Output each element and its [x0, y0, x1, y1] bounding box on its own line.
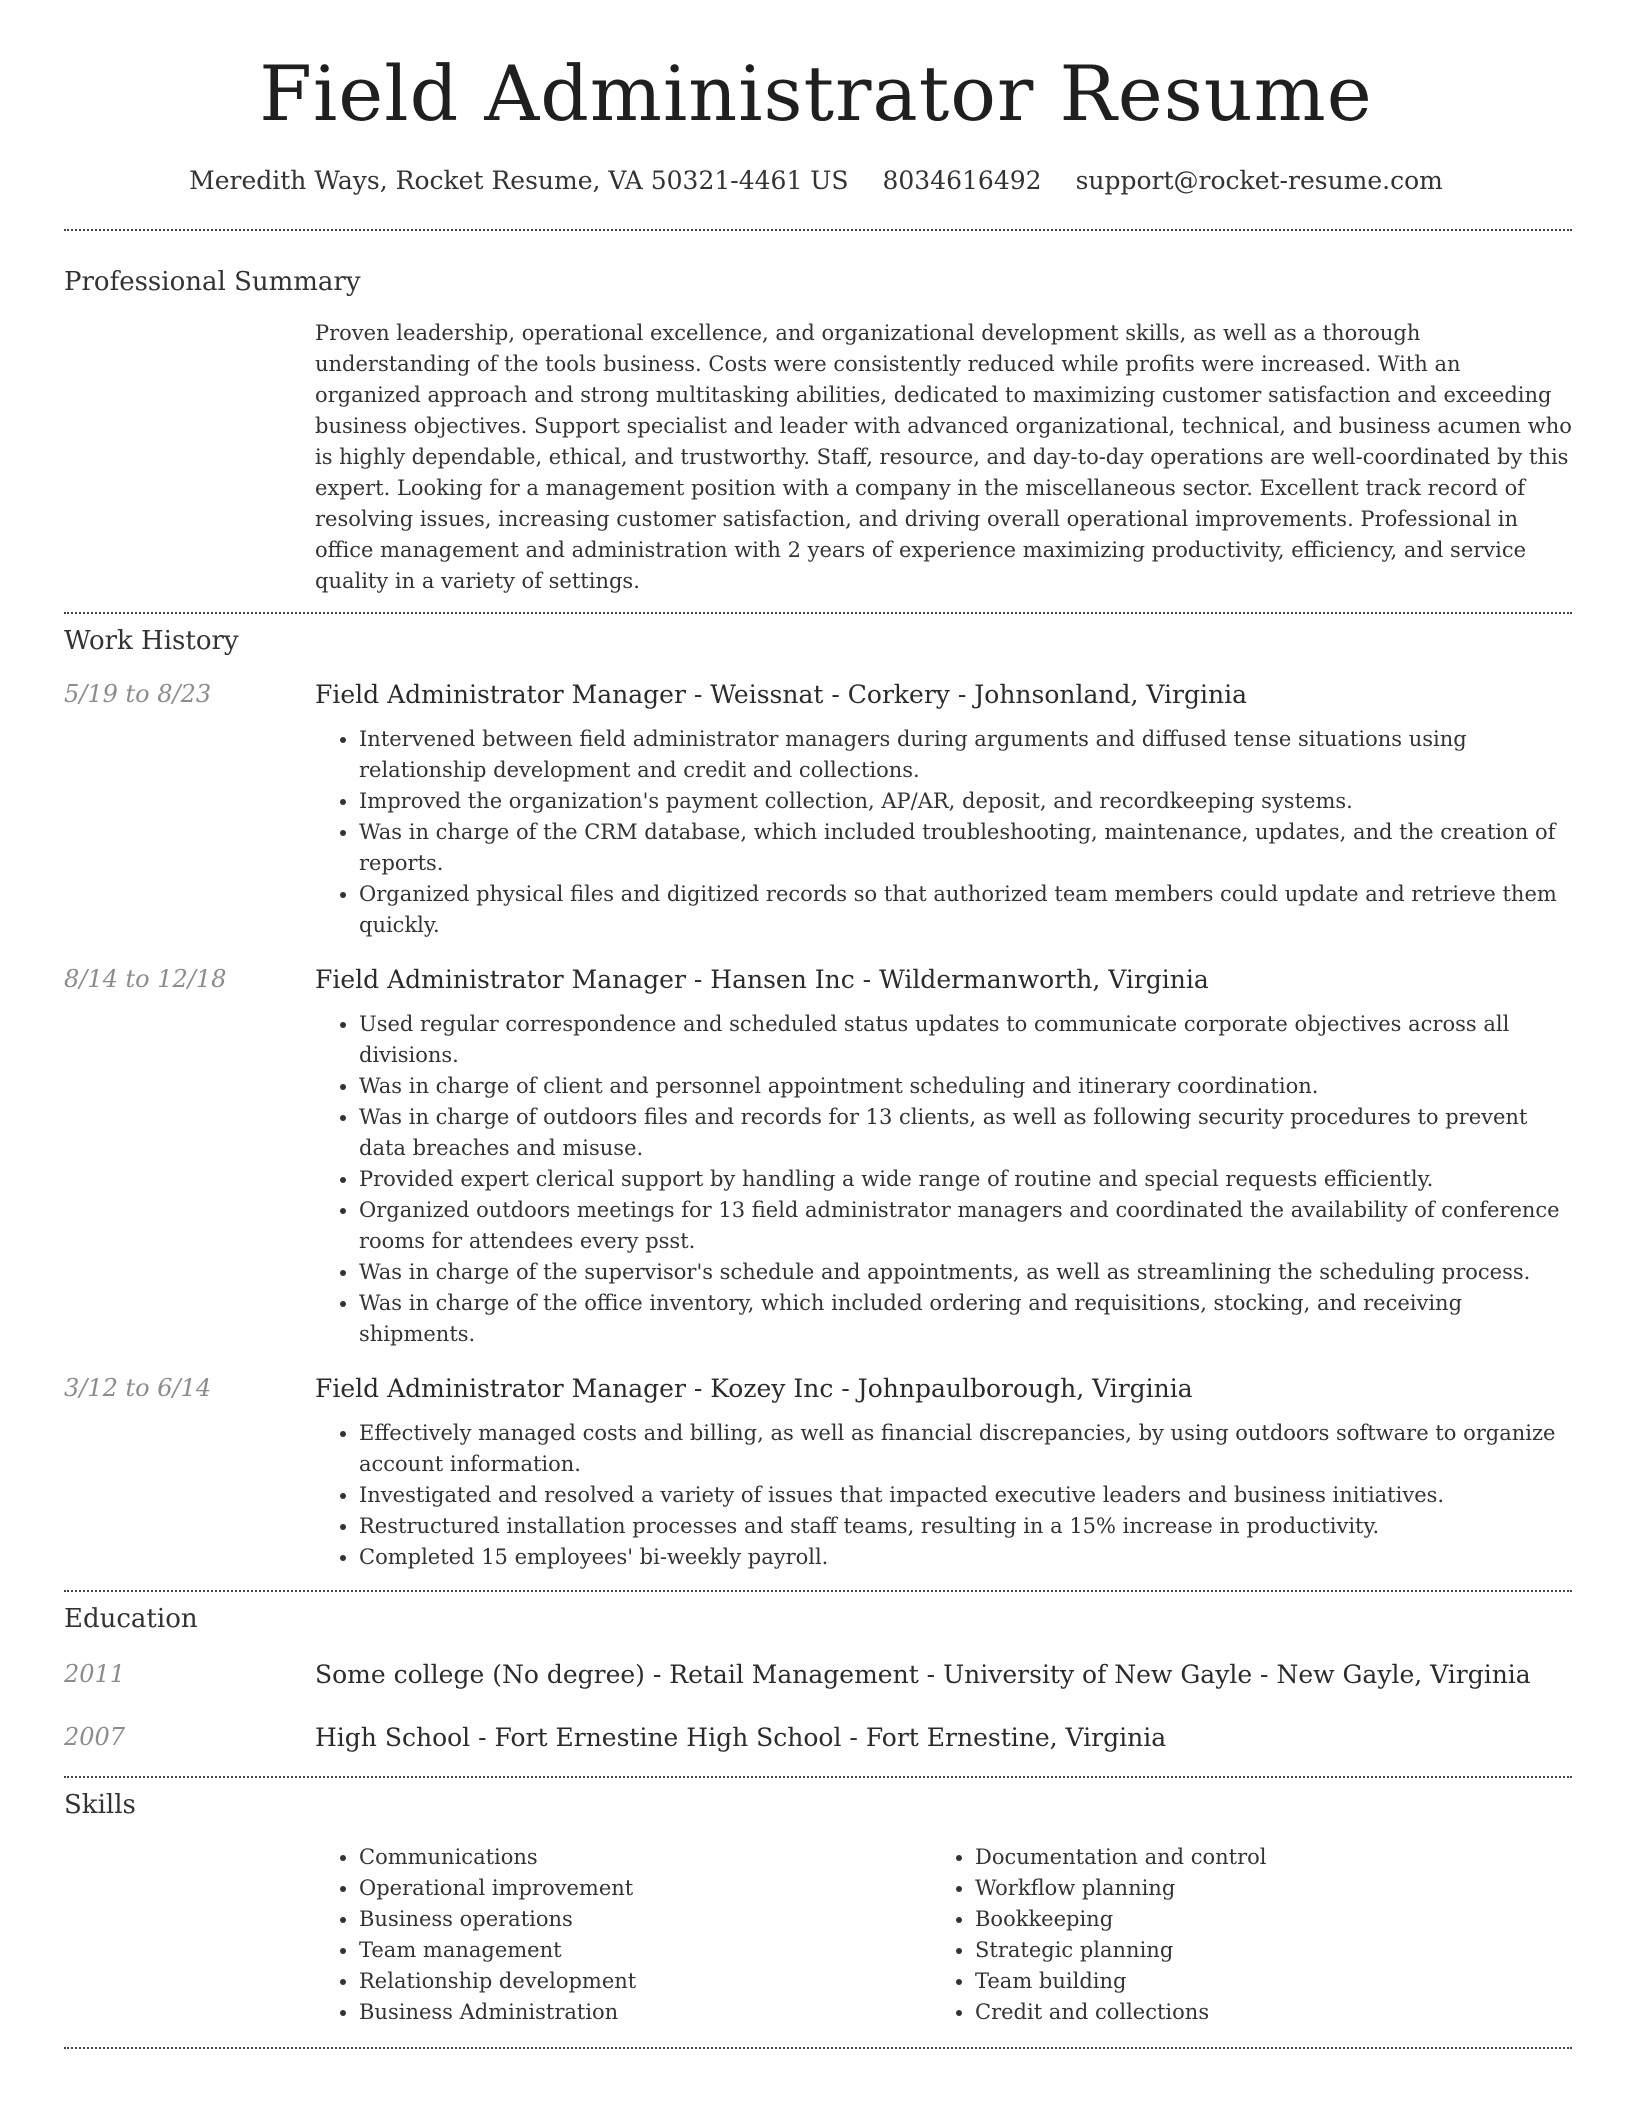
skill-item: • Team building [975, 1966, 1431, 1997]
job-entry [64, 1374, 1572, 1573]
skills-list-right [931, 1842, 1431, 2028]
job-bullets [315, 724, 1572, 941]
education-text: Some college (No degree) - Retail Management - University of New Gayle - New Gayle, Virginia [315, 1659, 1531, 1689]
skill-item: • Relationship development [359, 1966, 931, 1997]
job-bullet: • Completed 15 employees' bi-weekly payroll. [359, 1542, 1572, 1573]
job-entry [64, 680, 1572, 941]
job-bullet: • Intervened between field administrator managers during arguments and diffused tense situations using relationship development and credit and collections. [359, 724, 1572, 786]
job-bullet: • Was in charge of the supervisor's schedule and appointments, as well as streamlining the scheduling process. [359, 1257, 1572, 1288]
job-dates: 5/19 to 8/23 [64, 679, 212, 708]
resume-header [0, 0, 1632, 195]
skill-item: • Workflow planning [975, 1873, 1431, 1904]
resume-title: Field Administrator Resume [259, 49, 1373, 138]
divider [64, 2047, 1572, 2049]
skills-list-left [315, 1842, 931, 2028]
job-bullets [315, 1009, 1572, 1350]
summary-heading: Professional Summary [64, 266, 361, 297]
skill-item: • Strategic planning [975, 1935, 1431, 1966]
job-bullet: • Was in charge of the CRM database, which included troubleshooting, maintenance, updates, and the creation of reports. [359, 817, 1572, 879]
contact-email: support@rocket-resume.com [1075, 165, 1443, 195]
summary-section [64, 231, 1572, 597]
job-bullet: • Organized outdoors meetings for 13 field administrator managers and coordinated the availability of conference rooms for attendees every psst. [359, 1195, 1572, 1257]
job-bullet: • Effectively managed costs and billing, as well as financial discrepancies, by using outdoors software to organize account information. [359, 1418, 1572, 1480]
job-bullet: • Was in charge of the office inventory, which included ordering and requisitions, stocking, and receiving shipments. [359, 1288, 1572, 1350]
job-bullet: • Was in charge of client and personnel appointment scheduling and itinerary coordination. [359, 1071, 1572, 1102]
job-bullet: • Restructured installation processes and staff teams, resulting in a 15% increase in productivity. [359, 1511, 1572, 1542]
skill-item: • Credit and collections [975, 1997, 1431, 2028]
job-bullet: • Provided expert clerical support by handling a wide range of routine and special requests efficiently. [359, 1164, 1572, 1195]
skill-item: • Communications [359, 1842, 931, 1873]
work-heading: Work History [64, 625, 239, 656]
education-text: High School - Fort Ernestine High School - Fort Ernestine, Virginia [315, 1722, 1167, 1752]
skill-item: • Operational improvement [359, 1873, 931, 1904]
job-title: Field Administrator Manager - Hansen Inc - Wildermanworth, Virginia [315, 964, 1209, 994]
skill-item: • Team management [359, 1935, 931, 1966]
education-entry [64, 1660, 1572, 1689]
contact-line [0, 166, 1632, 195]
job-title: Field Administrator Manager - Kozey Inc - Johnpaulborough, Virginia [315, 1373, 1193, 1403]
education-year: 2011 [64, 1659, 126, 1688]
skill-item: • Bookkeeping [975, 1904, 1431, 1935]
job-title: Field Administrator Manager - Weissnat - Corkery - Johnsonland, Virginia [315, 679, 1247, 709]
job-bullet: • Organized physical files and digitized records so that authorized team members could update and retrieve them quickly. [359, 879, 1572, 941]
job-bullet: • Investigated and resolved a variety of issues that impacted executive leaders and business initiatives. [359, 1480, 1572, 1511]
skills-section [64, 1778, 1572, 2028]
work-section [64, 614, 1572, 1573]
summary-text: Proven leadership, operational excellence, and organizational development skills, as well as a thorough understanding of the tools business. Costs were consistently reduced while profits were increased. With an organized approach and strong multitasking abilities, dedicated to maximizing customer satisfaction and exceeding business objectives. Support specialist and leader with advanced organizational, technical, and business acumen who is highly dependable, ethical, and trustworthy. Staff, resource, and day-to-day operations are well-coordinated by this expert. Looking for a management position with a company in the miscellaneous sector. Excellent track record of resolving issues, increasing customer satisfaction, and driving overall operational improvements. Professional in office management and administration with 2 years of experience maximizing productivity, efficiency, and service quality in a variety of settings. [315, 320, 1572, 593]
education-year: 2007 [64, 1722, 126, 1751]
job-dates: 3/12 to 6/14 [64, 1373, 212, 1402]
education-heading: Education [64, 1603, 198, 1634]
job-bullets [315, 1418, 1572, 1573]
job-bullet: • Improved the organization's payment collection, AP/AR, deposit, and recordkeeping systems. [359, 786, 1572, 817]
contact-address: Meredith Ways, Rocket Resume, VA 50321-4461 US [189, 165, 849, 195]
skills-heading: Skills [64, 1789, 136, 1820]
skill-item: • Business operations [359, 1904, 931, 1935]
contact-phone: 8034616492 [882, 165, 1042, 195]
job-bullet: • Used regular correspondence and scheduled status updates to communicate corporate objectives across all divisions. [359, 1009, 1572, 1071]
skill-item: • Documentation and control [975, 1842, 1431, 1873]
job-bullet: • Was in charge of outdoors files and records for 13 clients, as well as following security procedures to prevent data breaches and misuse. [359, 1102, 1572, 1164]
job-dates: 8/14 to 12/18 [64, 964, 227, 993]
education-section [64, 1592, 1572, 1752]
skill-item: • Business Administration [359, 1997, 931, 2028]
education-entry [64, 1723, 1572, 1752]
job-entry [64, 965, 1572, 1350]
